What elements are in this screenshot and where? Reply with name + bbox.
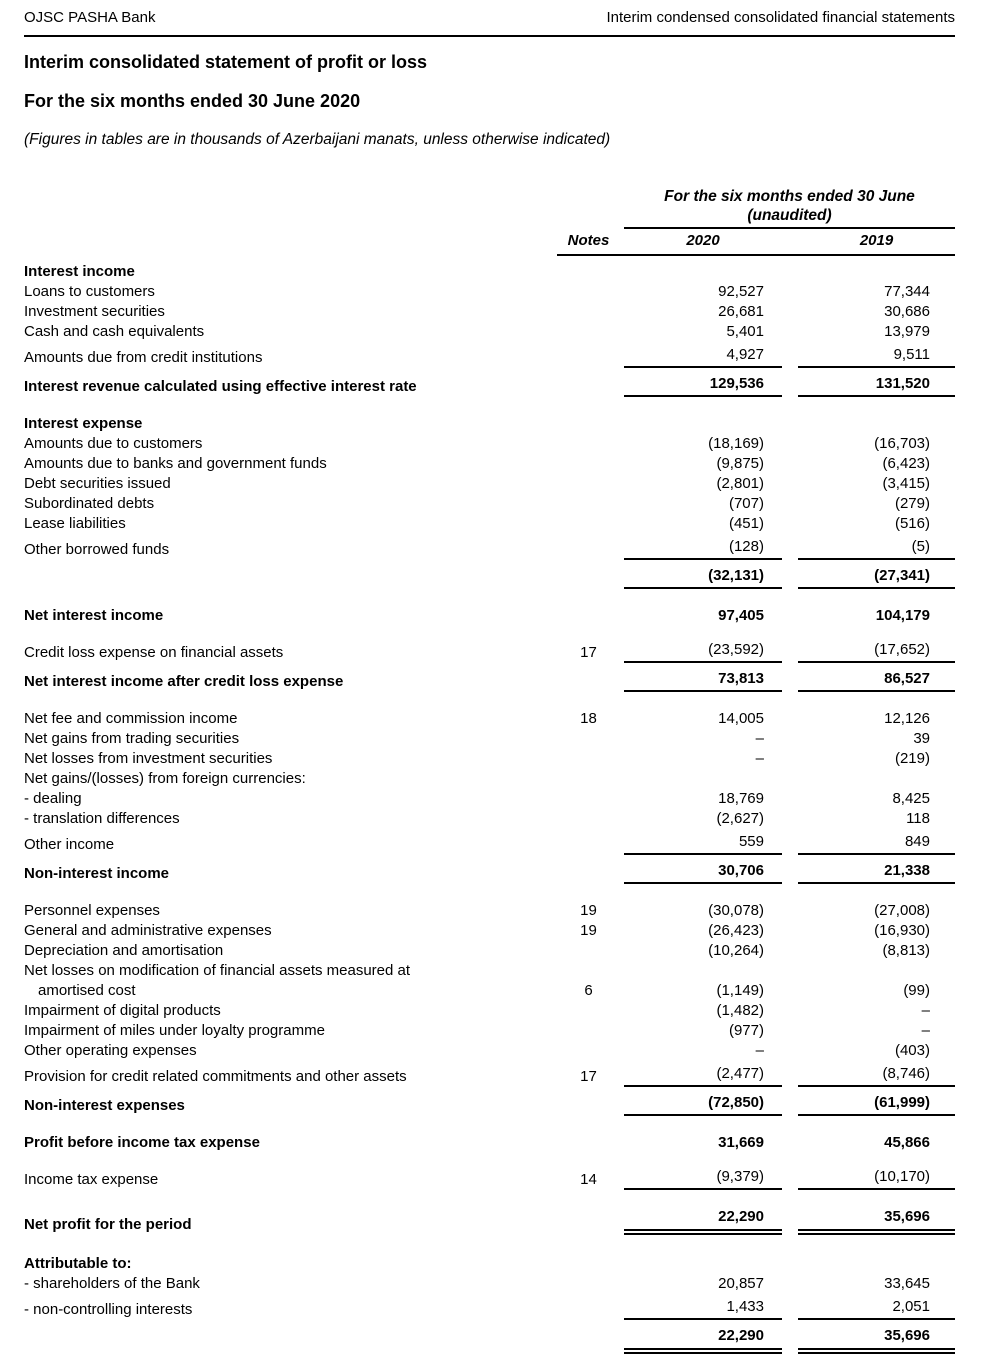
row-value-2019: 8,425 <box>892 790 930 807</box>
row-value-2019: (3,415) <box>882 475 930 492</box>
row-label-line2: amortised cost <box>38 982 136 999</box>
column-header-notes: Notes <box>567 232 610 249</box>
row-value-2019: 104,179 <box>875 607 930 624</box>
row-label: Other income <box>24 836 115 853</box>
row-value-2020: 92,527 <box>718 283 764 300</box>
table-row <box>24 1093 955 1116</box>
row-label: Impairment of miles under loyalty programme <box>24 1022 325 1039</box>
row-label: Subordinated debts <box>24 495 155 512</box>
row-note: 17 <box>580 1068 597 1085</box>
bank-name: OJSC PASHA Bank <box>24 9 156 26</box>
row-note: 19 <box>580 902 597 919</box>
row-value-2019: (8,813) <box>882 942 930 959</box>
row-value-2020: (9,875) <box>716 455 764 472</box>
row-value-2019: 30,686 <box>884 303 930 320</box>
row-value-2019: 21,338 <box>798 861 955 884</box>
row-value-2020: (1,149) <box>716 982 764 999</box>
row-value-2019: 2,051 <box>798 1297 955 1320</box>
table-row <box>24 414 955 434</box>
figures-note: (Figures in tables are in thousands of Azerbaijani manats, unless otherwise indicated) <box>24 131 611 148</box>
row-value-2019: 13,979 <box>884 323 930 340</box>
table-header <box>24 187 955 256</box>
row-label <box>24 961 557 1001</box>
row-label: Net interest income <box>24 607 164 624</box>
table-row <box>24 1207 955 1235</box>
row-value-2019: 9,511 <box>798 345 955 368</box>
table-row <box>24 1064 955 1087</box>
statements-header: Interim condensed consolidated financial statements <box>606 9 955 26</box>
table-row <box>24 282 955 302</box>
row-value-2020: 559 <box>624 832 782 855</box>
row-label: Impairment of digital products <box>24 1002 221 1019</box>
row-note: 14 <box>580 1171 597 1188</box>
table-row <box>24 434 955 454</box>
row-value-2019: (27,341) <box>798 566 955 589</box>
row-label: - translation differences <box>24 810 180 827</box>
table-row <box>24 494 955 514</box>
table-row <box>24 302 955 322</box>
table-row <box>24 1001 955 1021</box>
table-row <box>24 262 955 282</box>
row-value-2019: (8,746) <box>798 1064 955 1087</box>
row-value-2019: (279) <box>894 495 930 512</box>
row-label: Interest revenue calculated using effective interest rate <box>24 378 417 395</box>
row-value-2019: 86,527 <box>798 669 955 692</box>
row-value-2020: – <box>755 730 764 747</box>
row-value-2020: 129,536 <box>624 374 782 397</box>
row-label: - non-controlling interests <box>24 1301 193 1318</box>
row-value-2020: 73,813 <box>624 669 782 692</box>
table-row <box>24 941 955 961</box>
row-label: Net gains/(losses) from foreign currencies: <box>24 770 306 787</box>
row-value-2020: (23,592) <box>624 640 782 663</box>
table-row <box>24 566 955 589</box>
table-row <box>24 789 955 809</box>
row-value-2020: (707) <box>728 495 764 512</box>
table-row <box>24 454 955 474</box>
row-value-2019: 33,645 <box>884 1275 930 1292</box>
row-value-2019: (403) <box>894 1042 930 1059</box>
period-header <box>624 187 955 229</box>
table-row <box>24 1326 955 1354</box>
row-value-2020: (128) <box>624 537 782 560</box>
column-header-2020: 2020 <box>686 232 720 249</box>
table-row <box>24 374 955 397</box>
row-label-line1: Net losses on modification of financial assets measured at <box>24 962 411 979</box>
row-label: Interest income <box>24 263 135 280</box>
table-row <box>24 1133 955 1153</box>
row-label: Amounts due from credit institutions <box>24 349 263 366</box>
row-label: Net fee and commission income <box>24 710 238 727</box>
row-value-2019: 849 <box>798 832 955 855</box>
row-value-2019: (10,170) <box>798 1167 955 1190</box>
row-label: Net gains from trading securities <box>24 730 240 747</box>
column-headers <box>557 229 955 256</box>
table-row <box>24 832 955 855</box>
table-row <box>24 514 955 534</box>
row-label: Credit loss expense on financial assets <box>24 644 284 661</box>
row-value-2019: 35,696 <box>798 1326 955 1354</box>
row-value-2019: 118 <box>906 810 930 827</box>
row-value-2020: 5,401 <box>726 323 764 340</box>
row-label: Other borrowed funds <box>24 541 170 558</box>
row-label: Personnel expenses <box>24 902 160 919</box>
row-value-2020: (18,169) <box>708 435 764 452</box>
row-value-2020: (10,264) <box>708 942 764 959</box>
row-label: Lease liabilities <box>24 515 126 532</box>
row-value-2020: 97,405 <box>718 607 764 624</box>
row-value-2020: (451) <box>728 515 764 532</box>
row-value-2019: 131,520 <box>798 374 955 397</box>
row-value-2020: (30,078) <box>708 902 764 919</box>
row-value-2020: 14,005 <box>718 710 764 727</box>
row-note: 6 <box>584 982 593 999</box>
row-value-2019: 45,866 <box>884 1134 930 1151</box>
row-value-2020: (977) <box>728 1022 764 1039</box>
row-label: Debt securities issued <box>24 475 171 492</box>
row-value-2020: (32,131) <box>624 566 782 589</box>
row-label: Other operating expenses <box>24 1042 197 1059</box>
row-label: Amounts due to banks and government funds <box>24 455 327 472</box>
row-value-2020: 20,857 <box>718 1275 764 1292</box>
row-value-2020: 22,290 <box>624 1207 782 1235</box>
row-label: Depreciation and amortisation <box>24 942 224 959</box>
row-value-2020: – <box>755 750 764 767</box>
table-row <box>24 901 955 921</box>
row-label: Provision for credit related commitments and other assets <box>24 1068 407 1085</box>
row-value-2020: 4,927 <box>624 345 782 368</box>
row-value-2020: 30,706 <box>624 861 782 884</box>
table-row <box>24 1274 955 1294</box>
row-value-2019: 77,344 <box>884 283 930 300</box>
table-row <box>24 1254 955 1274</box>
row-label: Net profit for the period <box>24 1216 192 1233</box>
table-row <box>24 809 955 829</box>
page-subtitle: For the six months ended 30 June 2020 <box>24 91 361 111</box>
row-value-2019: (27,008) <box>874 902 930 919</box>
statement-rows <box>24 262 955 1359</box>
table-row <box>24 769 955 789</box>
table-row <box>24 474 955 494</box>
row-value-2020: (2,801) <box>716 475 764 492</box>
row-value-2020: (1,482) <box>716 1002 764 1019</box>
row-value-2019: (5) <box>798 537 955 560</box>
row-value-2019: (99) <box>903 982 930 999</box>
row-value-2019: (219) <box>894 750 930 767</box>
table-row <box>24 640 955 663</box>
table-row <box>24 606 955 626</box>
row-label: Investment securities <box>24 303 165 320</box>
table-row <box>24 322 955 342</box>
table-row <box>24 537 955 560</box>
row-value-2020: 22,290 <box>624 1326 782 1354</box>
table-row <box>24 1041 955 1061</box>
row-value-2020: (2,477) <box>624 1064 782 1087</box>
table-row <box>24 709 955 729</box>
row-value-2019: (516) <box>894 515 930 532</box>
table-row <box>24 1167 955 1190</box>
table-row <box>24 1021 955 1041</box>
row-value-2020: (2,627) <box>716 810 764 827</box>
row-label: Cash and cash equivalents <box>24 323 205 340</box>
table-row <box>24 921 955 941</box>
column-header-2019: 2019 <box>859 232 894 249</box>
row-label: Amounts due to customers <box>24 435 203 452</box>
row-value-2020: (72,850) <box>624 1093 782 1116</box>
row-value-2019: – <box>921 1022 930 1039</box>
row-label: Interest expense <box>24 415 143 432</box>
row-value-2019: (6,423) <box>882 455 930 472</box>
row-label: Loans to customers <box>24 283 155 300</box>
row-label: - shareholders of the Bank <box>24 1275 200 1292</box>
row-value-2019: (17,652) <box>798 640 955 663</box>
row-label: Net losses from investment securities <box>24 750 273 767</box>
row-label: Profit before income tax expense <box>24 1134 260 1151</box>
row-value-2019: (61,999) <box>798 1093 955 1116</box>
table-row <box>24 749 955 769</box>
row-value-2020: 1,433 <box>624 1297 782 1320</box>
table-row <box>24 961 955 1001</box>
row-label: Net interest income after credit loss expense <box>24 673 344 690</box>
period-header-line2: (unaudited) <box>747 207 832 224</box>
row-note: 19 <box>580 922 597 939</box>
row-value-2020: 31,669 <box>718 1134 764 1151</box>
row-value-2019: – <box>921 1002 930 1019</box>
row-label: General and administrative expenses <box>24 922 272 939</box>
row-label: Non-interest income <box>24 865 170 882</box>
row-label: Income tax expense <box>24 1171 159 1188</box>
row-note: 18 <box>580 710 597 727</box>
row-value-2019: 12,126 <box>884 710 930 727</box>
row-note: 17 <box>580 644 597 661</box>
row-value-2019: 35,696 <box>798 1207 955 1235</box>
row-label: Attributable to: <box>24 1255 132 1272</box>
table-row <box>24 1297 955 1320</box>
row-value-2020: (26,423) <box>708 922 764 939</box>
row-value-2020: 18,769 <box>718 790 764 807</box>
row-label: - dealing <box>24 790 82 807</box>
table-row <box>24 861 955 884</box>
row-value-2019: 39 <box>913 730 930 747</box>
row-value-2020: (9,379) <box>624 1167 782 1190</box>
row-label: Non-interest expenses <box>24 1097 185 1114</box>
row-value-2020: – <box>755 1042 764 1059</box>
period-header-line1: For the six months ended 30 June <box>664 188 915 205</box>
row-value-2019: (16,930) <box>874 922 930 939</box>
running-header <box>24 8 955 37</box>
table-row <box>24 669 955 692</box>
table-row <box>24 345 955 368</box>
row-value-2019: (16,703) <box>874 435 930 452</box>
page-title: Interim consolidated statement of profit or loss <box>24 52 428 72</box>
table-row <box>24 729 955 749</box>
row-value-2020: 26,681 <box>718 303 764 320</box>
